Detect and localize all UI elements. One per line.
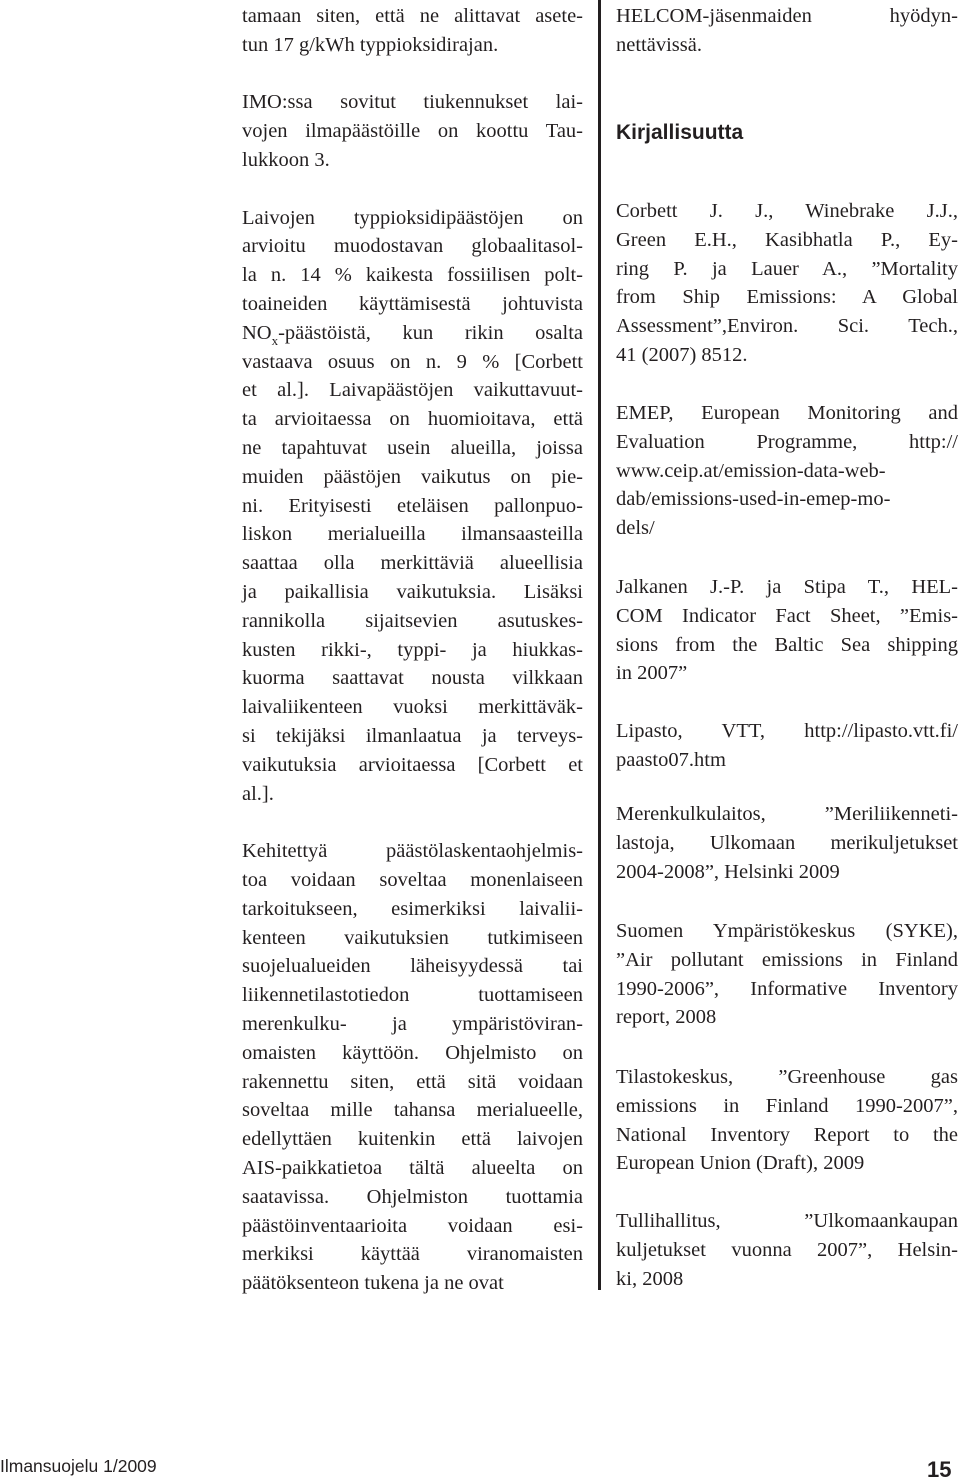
reference-line: from Ship Emissions: A Global [616,286,958,309]
left-text-line: laivaliikenteen vuoksi merkittäväk- [242,696,583,719]
column-divider [598,0,601,1290]
left-text-line: muiden päästöjen vaikutus on pie- [242,465,583,488]
reference-line: ring P. ja Lauer A., ”Mortality [616,257,958,280]
reference-line: Corbett J. J., Winebrake J.J., [616,200,958,222]
left-text-line: omaisten käyttöön. Ohjelmisto on [242,1041,583,1064]
left-text-line: kenteen vaikutuksien tutkimiseen [242,926,583,949]
left-text-line: toa voidaan soveltaa monenlaiseen [242,869,583,891]
left-text-line: liikennetilastotiedon tuottamiseen [242,984,583,1007]
left-text-line: kusten rikki-, typpi- ja hiukkas- [242,638,583,661]
left-text-line: saattaa olla merkittäviä alueellisia [242,552,583,575]
left-text-line: suojelualueiden läheisyydessä tai [242,955,583,978]
reference-line: 1990-2006”, Informative Inventory [616,977,958,1000]
reference-line: ”Air pollutant emissions in Finland [616,948,958,971]
reference-line: www.ceip.at/emission-data-web- [616,459,886,482]
reference-line: Tullihallitus, ”Ulkomaankaupan [616,1210,958,1232]
left-text-line [242,319,583,348]
reference-line: kuljetukset vuonna 2007”, Helsin- [616,1238,958,1261]
left-text-line: lukkoon 3. [242,149,330,171]
references-heading: Kirjallisuutta [616,121,744,144]
left-text-line: Kehitettyä päästölaskentaohjelmis- [242,840,583,863]
left-text-line: tarkoitukseen, esimerkiksi laivalii- [242,897,583,920]
nox-formula: NO [242,321,272,344]
left-text-line: toaineiden käyttämisestä johtuvista [242,293,583,315]
reference-line: Green E.H., Kasibhatla P., Ey- [616,228,958,251]
left-text-line: arvioitu muodostavan globaalitasol- [242,235,583,258]
left-text-line: vojen ilmapäästöille on koottu Tau- [242,120,583,143]
left-text-line: saatavissa. Ohjelmiston tuottamia [242,1185,583,1208]
left-text-line: kuorma saattavat nousta vilkkaan [242,667,583,690]
reference-line: Evaluation Programme, http:// [616,430,958,453]
left-text-line: ta arvioitaessa on huomioitava, että [242,408,583,431]
reference-line: European Union (Draft), 2009 [616,1152,865,1175]
left-text-line: IMO:ssa sovitut tiukennukset lai- [242,91,583,114]
reference-line: 2004-2008”, Helsinki 2009 [616,860,840,883]
left-text-line: vastaava osuus on n. 9 % [Corbett [242,350,583,373]
left-text-line: rannikolla sijaitsevien asutuskes- [242,609,583,632]
reference-line: report, 2008 [616,1006,717,1029]
left-text-line: la n. 14 % kaikesta fossiilisen polt- [242,264,583,287]
right-intro-line: nettävissä. [616,33,702,56]
page-number: 15 [927,1457,952,1482]
reference-line: Lipasto, VTT, http://lipasto.vtt.fi/ [616,720,958,742]
nox-line-rest: -päästöistä, kun rikin osalta [278,321,583,344]
left-text-line: ni. Erityisesti eteläisen pallonpuo- [242,494,583,517]
left-text-line: si tekijäksi ilmanlaatua ja terveys- [242,725,583,747]
reference-line: Assessment”,Environ. Sci. Tech., [616,315,958,338]
left-text-line: al.]. [242,782,274,805]
left-text-line: soveltaa mille tahansa merialueelle, [242,1099,583,1122]
reference-line: paasto07.htm [616,748,726,771]
reference-line: Jalkanen J.-P. ja Stipa T., HEL- [616,576,958,598]
reference-line: 41 (2007) 8512. [616,344,748,366]
left-text-line: ja paikallisia vaikutuksia. Lisäksi [242,581,583,603]
left-text-line: rakennettu siten, että sitä voidaan [242,1070,583,1093]
left-text-line: et al.]. Laivapäästöjen vaikuttavuut- [242,379,583,402]
nox-subscript: x [271,332,279,348]
reference-line: sions from the Baltic Sea shipping [616,633,958,656]
reference-line: lastoja, Ulkomaan merikuljetukset [616,831,958,854]
left-text-line: tamaan siten, että ne alittavat asete- [242,5,583,27]
left-text-line: merenkulku- ja ympäristöviran- [242,1013,583,1035]
left-text-line: tun 17 g/kWh typpioksidirajan. [242,33,499,56]
left-text-line: vaikutuksia arvioitaessa [Corbett et [242,753,583,776]
reference-line: dab/emissions-used-in-emep-mo- [616,488,891,511]
reference-line: in 2007” [616,662,688,685]
reference-line: emissions in Finland 1990-2007”, [616,1094,958,1117]
left-text-line: AIS-paikkatietoa tältä alueelta on [242,1157,583,1179]
reference-line: dels/ [616,517,655,540]
left-text-line: merkiksi käyttää viranomaisten [242,1243,583,1266]
publication-footer: Ilmansuojelu 1/2009 [0,1456,157,1476]
left-text-line: liskon merialueilla ilmansaasteilla [242,523,583,546]
reference-line: EMEP, European Monitoring and [616,402,958,424]
reference-line: Suomen Ympäristökeskus (SYKE), [616,920,958,942]
left-text-line: ne tapahtuvat usein alueilla, joissa [242,437,583,459]
left-text-line: edellyttäen kuitenkin että laivojen [242,1128,583,1151]
left-text-line: Laivojen typpioksidipäästöjen on [242,206,583,229]
reference-line: Merenkulkulaitos, ”Meriliikenneti- [616,803,958,825]
left-text-line: päätöksenteon tukena ja ne ovat [242,1272,504,1295]
reference-line: COM Indicator Fact Sheet, ”Emis- [616,604,958,627]
right-intro-line: HELCOM-jäsenmaiden hyödyn- [616,5,958,27]
reference-line: National Inventory Report to the [616,1123,958,1146]
reference-line: ki, 2008 [616,1267,684,1290]
left-text-line: päästöinventaarioita voidaan esi- [242,1214,583,1237]
reference-line: Tilastokeskus, ”Greenhouse gas [616,1066,958,1088]
